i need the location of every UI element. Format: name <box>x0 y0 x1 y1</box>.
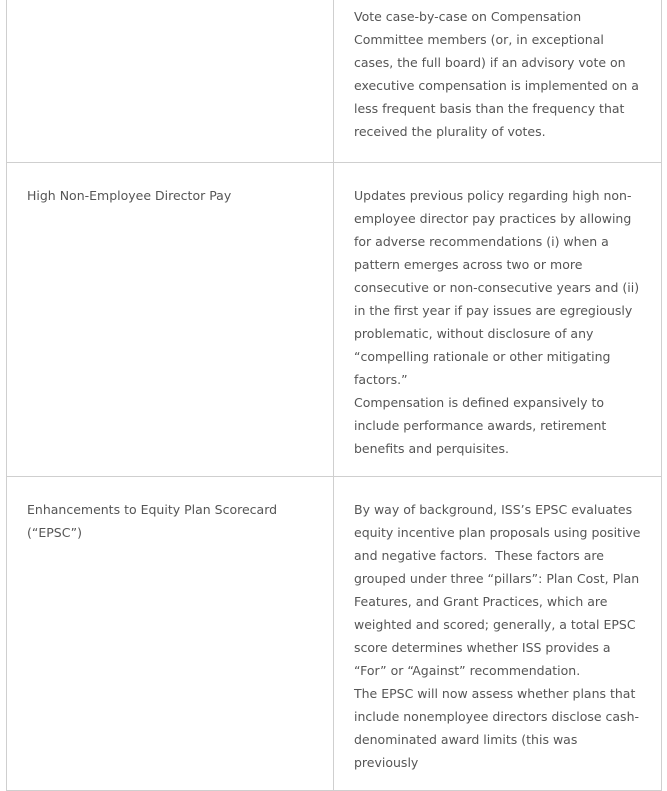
description-cell <box>334 477 662 791</box>
description-paragraph: The EPSC will now assess whether plans that include nonemployee directors disclose cash-denominated award limits (this was previously <box>354 686 640 770</box>
topic-cell <box>7 477 334 791</box>
description-paragraph: Updates previous policy regarding high non-employee director pay practices by allowing for adverse recommendations (i) when a pattern emerges across two or more consecutive or non-consecutive years and (ii) in the first year if pay issues are egregiously problematic, without disclosure of any “compelling rationale or other mitigating factors.” <box>354 188 644 387</box>
description-paragraph: Compensation is defined expansively to include performance awards, retirement benefits and perquisites. <box>354 395 611 456</box>
topic-cell <box>7 163 334 477</box>
description-cell <box>334 0 662 163</box>
topic-label: Enhancements to Equity Plan Scorecard (“EPSC”) <box>27 502 282 540</box>
topic-cell <box>7 0 334 163</box>
description-paragraph: Vote case-by-case on Compensation Committee members (or, in exceptional cases, the full board) if an advisory vote on executive compensation is implemented on a less frequent basis than the frequency that received the plurality of votes. <box>354 9 643 139</box>
table-row <box>7 0 662 163</box>
policy-table <box>6 0 662 791</box>
topic-label: High Non-Employee Director Pay <box>27 188 232 203</box>
description-paragraph: By way of background, ISS’s EPSC evaluates equity incentive plan proposals using positive and negative factors. These factors are grouped under three “pillars”: Plan Cost, Plan Features, and Grant Practices, which are weighted and scored; generally, a total EPSC score determines whether ISS provides a “For” or “Against” recommendation. <box>354 502 645 678</box>
table-row <box>7 163 662 477</box>
description-cell <box>334 163 662 477</box>
table-row <box>7 477 662 791</box>
